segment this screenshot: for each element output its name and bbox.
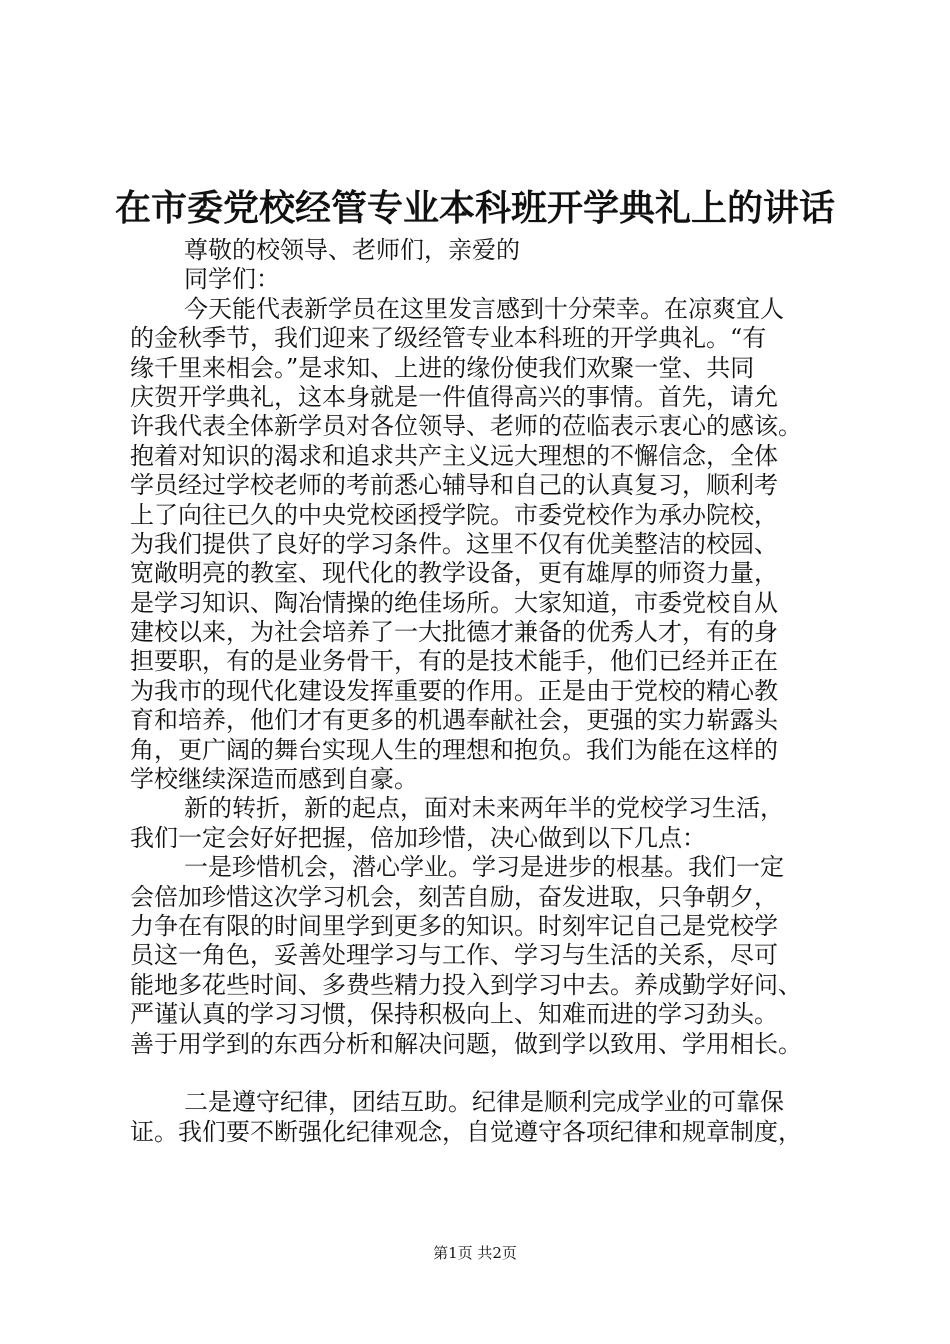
text-line: 角，更广阔的舞台实现人生的理想和抱负。我们为能在这样的 — [130, 735, 778, 764]
text-line: 员这一角色，妥善处理学习与工作、学习与生活的关系，尽可 — [130, 941, 778, 970]
text-line: 我们一定会好好把握，倍加珍惜，决心做到以下几点： — [130, 823, 706, 852]
text-line: 是学习知识、陶冶情操的绝佳场所。大家知道，市委党校自从 — [130, 588, 778, 617]
page-footer: 第1页 共2页 — [433, 1244, 517, 1262]
document-title: 在市委党校经管专业本科班开学典礼上的讲话 — [114, 188, 835, 229]
text-line: 学员经过学校老师的考前悉心辅导和自己的认真复习，顺利考 — [130, 471, 778, 500]
text-line: 抱着对知识的渴求和追求共产主义远大理想的不懈信念，全体 — [130, 441, 778, 470]
text-line: 担要职，有的是业务骨干，有的是技术能手，他们已经并正在 — [130, 647, 778, 676]
text-line: 力争在有限的时间里学到更多的知识。时刻牢记自己是党校学 — [130, 911, 778, 940]
text-line: 一是珍惜机会，潜心学业。学习是进步的根基。我们一定 — [184, 853, 784, 882]
text-line: 能地多花些时间、多费些精力投入到学习中去。养成勤学好问、 — [130, 970, 802, 999]
text-line: 证。我们要不断强化纪律观念，自觉遵守各项纪律和规章制度， — [130, 1117, 802, 1146]
text-line: 同学们： — [184, 265, 280, 294]
text-line: 尊敬的校领导、老师们，亲爱的 — [184, 236, 520, 264]
blank-line — [130, 1059, 860, 1088]
text-line: 善于用学到的东西分析和解决问题，做到学以致用、学用相长。 — [130, 1029, 802, 1058]
text-line: 为我市的现代化建设发挥重要的作用。正是由于党校的精心教 — [130, 676, 778, 705]
text-line: 的金秋季节，我们迎来了级经管专业本科班的开学典礼。“有 — [130, 324, 767, 353]
text-line: 许我代表全体新学员对各位领导、老师的莅临表示衷心的感该。 — [130, 412, 802, 441]
text-line: 建校以来，为社会培养了一大批德才兼备的优秀人才，有的身 — [130, 618, 778, 647]
text-line: 为我们提供了良好的学习条件。这里不仅有优美整洁的校园、 — [130, 529, 778, 558]
text-line: 严谨认真的学习习惯，保持积极向上、知难而进的学习劲头。 — [130, 1000, 778, 1029]
text-line: 今天能代表新学员在这里发言感到十分荣幸。在凉爽宜人 — [184, 294, 784, 323]
text-line: 宽敞明亮的教室、现代化的教学设备，更有雄厚的师资力量， — [130, 559, 778, 588]
text-line: 庆贺开学典礼，这本身就是一件值得高兴的事情。首先，请允 — [130, 382, 778, 411]
text-line: 会倍加珍惜这次学习机会，刻苦自励，奋发进取，只争朝夕， — [130, 882, 778, 911]
document-body — [130, 236, 860, 1147]
text-line: 育和培养，他们才有更多的机遇奉献社会，更强的实力崭露头 — [130, 706, 778, 735]
text-line: 新的转折，新的起点，面对未来两年半的党校学习生活， — [184, 794, 784, 823]
text-line: 学校继续深造而感到自豪。 — [130, 765, 418, 794]
text-line: 上了向往已久的中央党校函授学院。市委党校作为承办院校， — [130, 500, 778, 529]
text-line: 缘千里来相会。”是求知、上进的缘份使我们欢聚一堂、共同 — [130, 353, 755, 382]
text-line: 二是遵守纪律，团结互助。纪律是顺利完成学业的可靠保 — [184, 1088, 784, 1117]
